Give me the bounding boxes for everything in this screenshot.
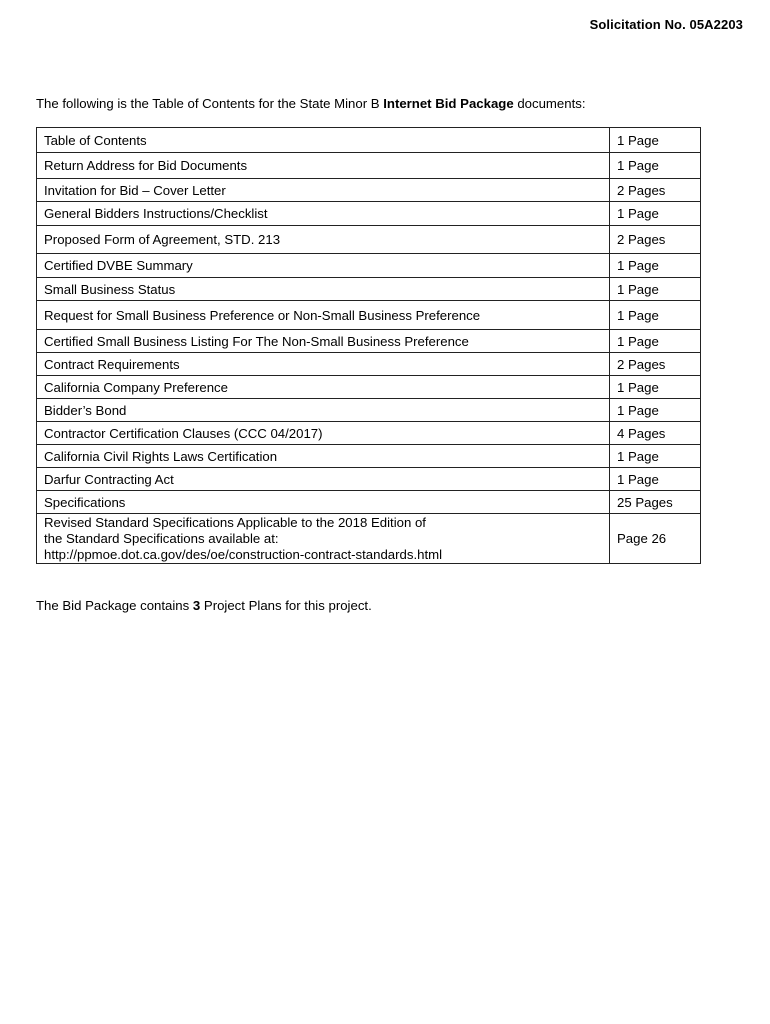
toc-title: California Civil Rights Laws Certification <box>37 445 610 468</box>
closing-paragraph <box>36 598 372 613</box>
toc-title: Proposed Form of Agreement, STD. 213 <box>37 226 610 254</box>
table-row <box>37 353 701 376</box>
toc-title: California Company Preference <box>37 376 610 399</box>
toc-title: Bidder’s Bond <box>37 399 610 422</box>
toc-pages: 1 Page <box>610 468 701 491</box>
intro-prefix: The following is the Table of Contents for the State Minor B <box>36 96 384 111</box>
toc-title: General Bidders Instructions/Checklist <box>37 202 610 226</box>
table-row <box>37 128 701 153</box>
toc-pages: 2 Pages <box>610 179 701 202</box>
toc-pages: 4 Pages <box>610 422 701 445</box>
toc-title: Specifications <box>37 491 610 514</box>
table-row <box>37 445 701 468</box>
toc-pages: 1 Page <box>610 301 701 330</box>
toc-pages: 1 Page <box>610 202 701 226</box>
toc-title: Revised Standard Specifications Applicable to the 2018 Edition of the Standard Specifications available at: http://ppmoe.dot.ca.gov/des/oe/construction-contract-standards.html <box>37 514 610 564</box>
intro-suffix: documents: <box>513 96 586 111</box>
toc-pages: 1 Page <box>610 399 701 422</box>
table-row <box>37 330 701 353</box>
toc-title: Table of Contents <box>37 128 610 153</box>
toc-title: Small Business Status <box>37 278 610 301</box>
table-row <box>37 254 701 278</box>
table-row <box>37 301 701 330</box>
toc-title: Contract Requirements <box>37 353 610 376</box>
toc-pages: 1 Page <box>610 330 701 353</box>
toc-pages: 2 Pages <box>610 353 701 376</box>
toc-body <box>37 128 701 564</box>
table-of-contents <box>36 127 701 564</box>
closing-bold: 3 <box>192 598 201 613</box>
table-row <box>37 278 701 301</box>
solicitation-number: Solicitation No. 05A2203 <box>589 17 743 32</box>
table-row <box>37 376 701 399</box>
table-row <box>37 491 701 514</box>
toc-title: Certified DVBE Summary <box>37 254 610 278</box>
table-row <box>37 422 701 445</box>
table-row <box>37 226 701 254</box>
toc-pages: 1 Page <box>610 376 701 399</box>
toc-title: Return Address for Bid Documents <box>37 153 610 179</box>
toc-title: Invitation for Bid – Cover Letter <box>37 179 610 202</box>
intro-paragraph <box>36 96 586 111</box>
table-row <box>37 179 701 202</box>
toc-pages: 1 Page <box>610 254 701 278</box>
table-row <box>37 468 701 491</box>
toc-pages: 1 Page <box>610 445 701 468</box>
table-row <box>37 202 701 226</box>
toc-pages: 1 Page <box>610 153 701 179</box>
toc-pages: 2 Pages <box>610 226 701 254</box>
closing-prefix: The Bid Package contains <box>36 598 193 613</box>
toc-title: Darfur Contracting Act <box>37 468 610 491</box>
toc-title: Certified Small Business Listing For The Non-Small Business Preference <box>37 330 610 353</box>
closing-suffix: Project Plans for this project. <box>200 598 372 613</box>
table-row <box>37 153 701 179</box>
toc-pages: 1 Page <box>610 128 701 153</box>
toc-pages: 25 Pages <box>610 491 701 514</box>
toc-pages: 1 Page <box>610 278 701 301</box>
table-row <box>37 514 701 564</box>
intro-bold: Internet Bid Package <box>383 96 514 111</box>
toc-title: Request for Small Business Preference or Non-Small Business Preference <box>37 301 610 330</box>
toc-title: Contractor Certification Clauses (CCC 04/2017) <box>37 422 610 445</box>
toc-pages: Page 26 <box>610 514 701 564</box>
table-row <box>37 399 701 422</box>
